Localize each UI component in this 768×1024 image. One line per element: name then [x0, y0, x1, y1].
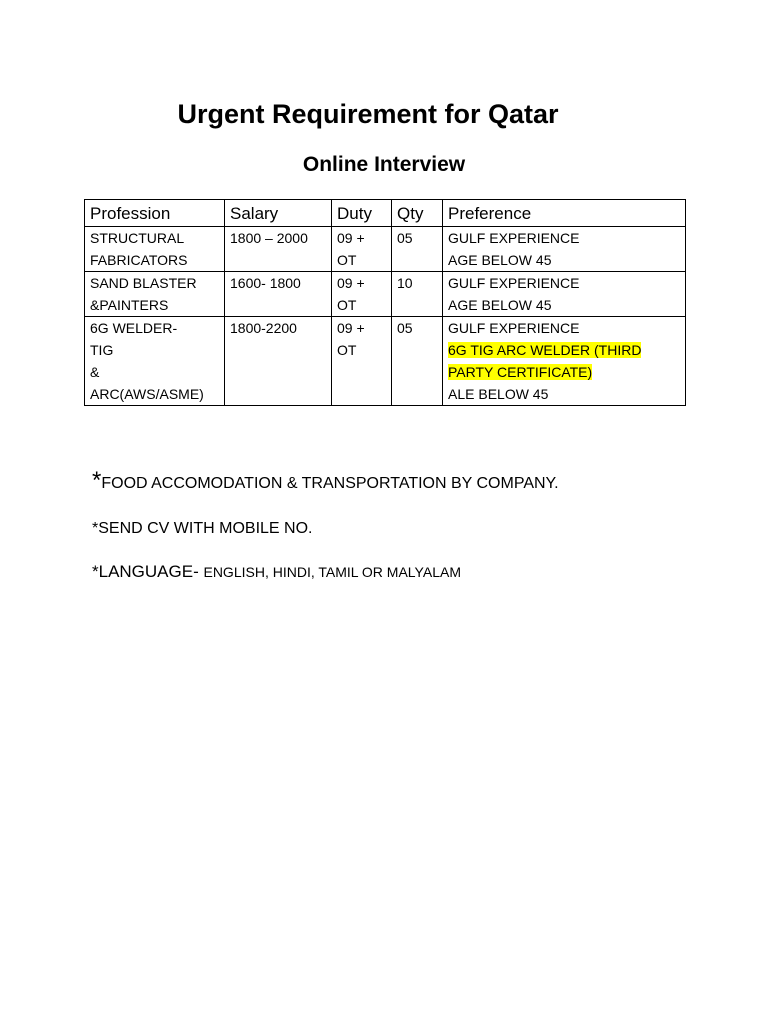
cell-profession [85, 227, 225, 272]
highlighted-line [448, 339, 680, 361]
cell-preference [443, 272, 686, 317]
table-header-row [85, 200, 686, 227]
page-title: Urgent Requirement for Qatar [177, 99, 559, 129]
cell-line: 05 [397, 230, 413, 246]
cell-line: 05 [397, 320, 413, 336]
cell-line: OT [337, 297, 357, 313]
table-row [85, 272, 686, 317]
cell-line: 6G WELDER- [90, 320, 178, 336]
cell-line: AGE BELOW 45 [448, 252, 552, 268]
highlighted-line [448, 361, 680, 383]
cell-line: ARC(AWS/ASME) [90, 386, 204, 402]
cell-line: &PAINTERS [90, 297, 169, 313]
highlighted-text: PARTY CERTIFICATE) [448, 364, 593, 380]
cell-salary [225, 227, 332, 272]
cell-line: 09 + [337, 230, 365, 246]
cell-qty [392, 317, 443, 406]
cell-salary [225, 272, 332, 317]
highlighted-text: 6G TIG ARC WELDER (THIRD [448, 342, 642, 358]
cell-line: GULF EXPERIENCE [448, 320, 580, 336]
header-profession: Profession [85, 200, 225, 227]
cell-line: AGE BELOW 45 [448, 297, 552, 313]
cell-profession [85, 272, 225, 317]
cell-line: GULF EXPERIENCE [448, 230, 580, 246]
cell-line: GULF EXPERIENCE [448, 275, 580, 291]
cell-preference [443, 227, 686, 272]
cell-line: ALE BELOW 45 [448, 386, 549, 402]
language-value: ENGLISH, HINDI, TAMIL OR MALYALAM [203, 564, 461, 580]
cell-line: 1800-2200 [230, 320, 297, 336]
table-row [85, 317, 686, 406]
cell-duty [332, 227, 392, 272]
cell-line: STRUCTURAL [90, 230, 185, 246]
cell-line: OT [337, 342, 357, 358]
page-subtitle: Online Interview [302, 153, 466, 176]
cell-line: 1800 – 2000 [230, 230, 308, 246]
bullet-star: * [92, 467, 102, 494]
cell-line: 09 + [337, 275, 365, 291]
cell-profession [85, 317, 225, 406]
cell-line: SAND BLASTER [90, 275, 197, 291]
header-duty: Duty [332, 200, 392, 227]
cell-line: 10 [397, 275, 413, 291]
cell-line: OT [337, 252, 357, 268]
note-language [92, 561, 461, 584]
note-food-text: FOOD ACCOMODATION & TRANSPORTATION BY COMPANY. [101, 475, 559, 492]
header-salary: Salary [225, 200, 332, 227]
cell-preference [443, 317, 686, 406]
requirements-table [84, 199, 686, 406]
cell-line: TIG [90, 342, 114, 358]
cell-line: FABRICATORS [90, 252, 188, 268]
cell-line: & [90, 364, 100, 380]
cell-line: 09 + [337, 320, 365, 336]
language-label: *LANGUAGE- [92, 562, 204, 581]
note-send-cv: *SEND CV WITH MOBILE NO. [92, 520, 313, 537]
header-preference: Preference [443, 200, 686, 227]
cell-duty [332, 272, 392, 317]
cell-duty [332, 317, 392, 406]
cell-qty [392, 227, 443, 272]
header-qty: Qty [392, 200, 443, 227]
table-row [85, 227, 686, 272]
cell-qty [392, 272, 443, 317]
cell-line: 1600- 1800 [230, 275, 301, 291]
cell-salary [225, 317, 332, 406]
note-food-accommodation [92, 467, 559, 495]
